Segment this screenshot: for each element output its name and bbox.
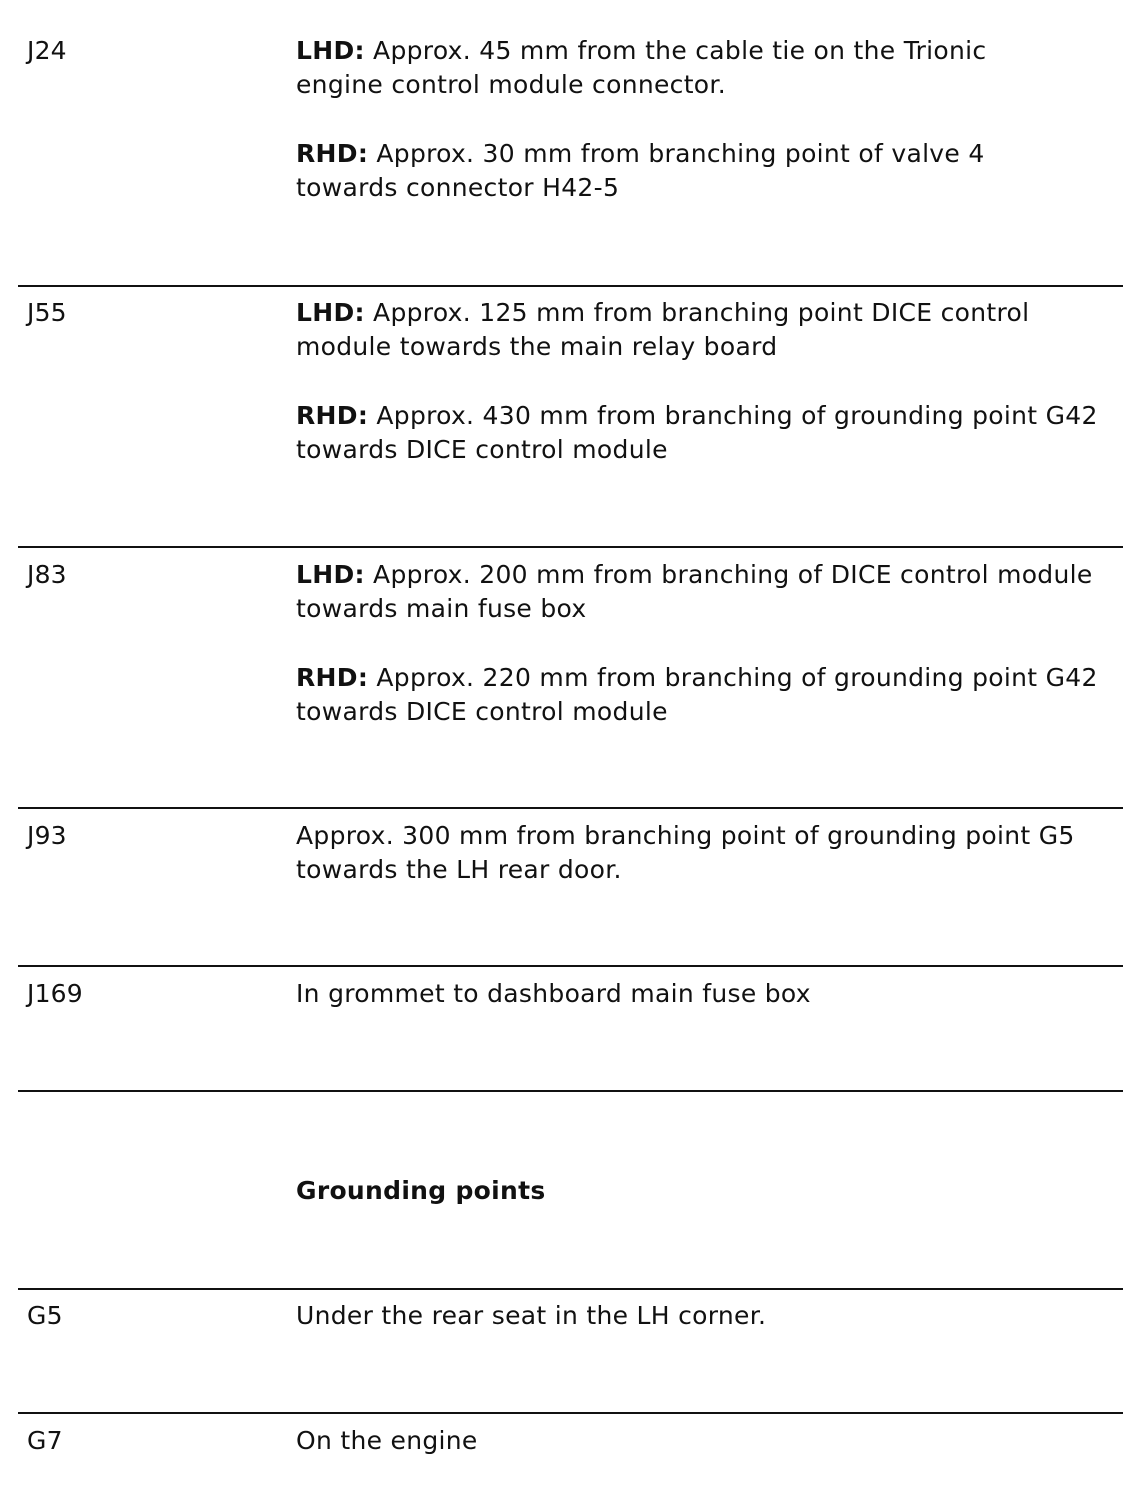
- lhd-label: LHD:: [296, 36, 365, 65]
- grounding-description: Under the rear seat in the LH corner.: [296, 1301, 767, 1330]
- description-paragraph: [296, 977, 1126, 1011]
- rhd-text: Approx. 430 mm from branching of grounding point G42 towards DICE control module: [296, 401, 1098, 464]
- rhd-paragraph: [296, 399, 1126, 467]
- description-text: In grommet to dashboard main fuse box: [296, 979, 811, 1008]
- rhd-text: Approx. 30 mm from branching point of valve 4 towards connector H42-5: [296, 139, 985, 202]
- grounding-code: G5: [27, 1301, 63, 1330]
- rhd-paragraph: [296, 661, 1126, 729]
- row-divider: [18, 285, 1123, 287]
- lhd-text: Approx. 125 mm from branching point DICE control module towards the main relay board: [296, 298, 1030, 361]
- row-divider: [18, 1412, 1123, 1414]
- lhd-label: LHD:: [296, 298, 365, 327]
- splice-code: J83: [27, 560, 67, 589]
- row-divider: [18, 1288, 1123, 1290]
- rhd-label: RHD:: [296, 663, 369, 692]
- rhd-text: Approx. 220 mm from branching of grounding point G42 towards DICE control module: [296, 663, 1098, 726]
- rhd-label: RHD:: [296, 401, 369, 430]
- row-divider: [18, 1090, 1123, 1092]
- splice-description: [296, 296, 1126, 467]
- section-heading: Grounding points: [296, 1176, 546, 1205]
- splice-description: [296, 558, 1126, 729]
- grounding-description: On the engine: [296, 1426, 478, 1455]
- splice-code: J93: [27, 821, 67, 850]
- grounding-code: G7: [27, 1426, 63, 1455]
- rhd-paragraph: [296, 137, 1076, 205]
- splice-code: J55: [27, 298, 67, 327]
- row-divider: [18, 807, 1123, 809]
- lhd-paragraph: [296, 34, 1076, 102]
- splice-code: J169: [27, 979, 83, 1008]
- row-divider: [18, 965, 1123, 967]
- rhd-label: RHD:: [296, 139, 369, 168]
- splice-description: [296, 819, 1126, 887]
- lhd-text: Approx. 200 mm from branching of DICE control module towards main fuse box: [296, 560, 1093, 623]
- description-paragraph: [296, 819, 1126, 887]
- splice-description: [296, 977, 1126, 1011]
- lhd-paragraph: [296, 296, 1126, 364]
- splice-description: [296, 34, 1076, 205]
- splice-code: J24: [27, 36, 67, 65]
- description-text: Approx. 300 mm from branching point of grounding point G5 towards the LH rear door.: [296, 821, 1075, 884]
- lhd-text: Approx. 45 mm from the cable tie on the Trionic engine control module connector.: [296, 36, 987, 99]
- row-divider: [18, 546, 1123, 548]
- lhd-label: LHD:: [296, 560, 365, 589]
- lhd-paragraph: [296, 558, 1126, 626]
